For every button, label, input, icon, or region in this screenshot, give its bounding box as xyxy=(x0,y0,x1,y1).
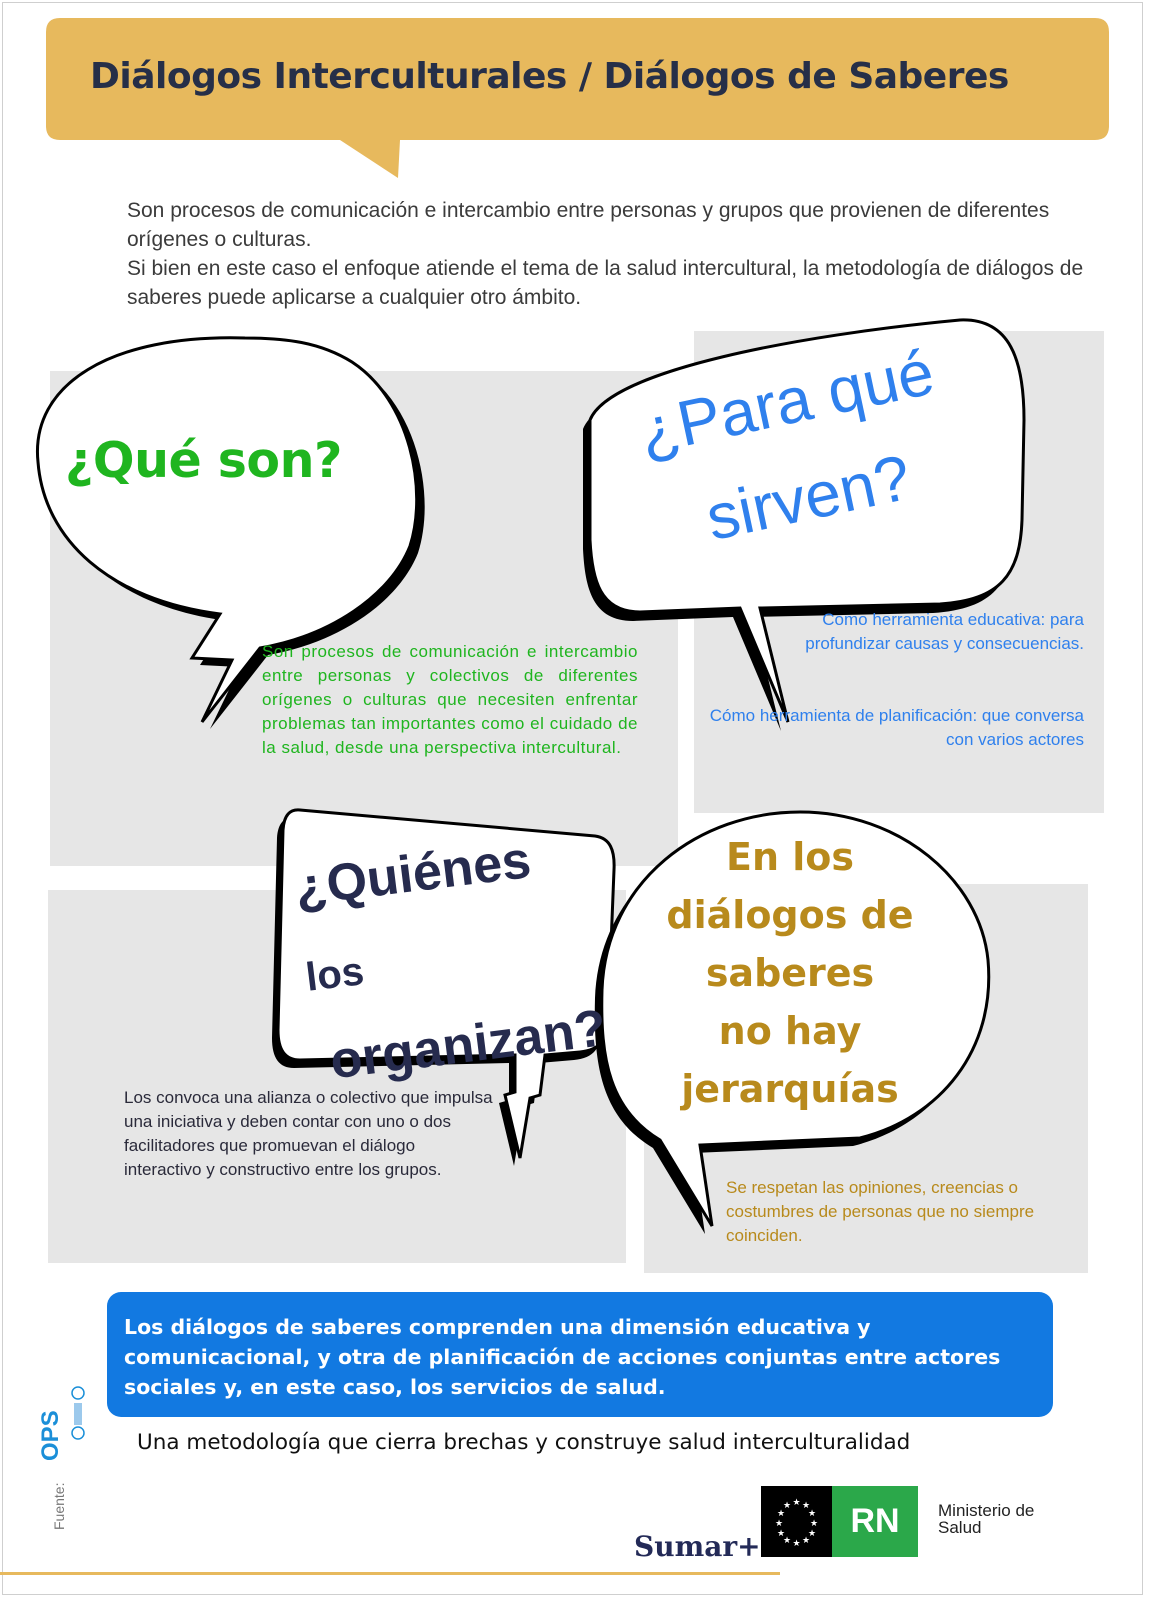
question-quienes-line-2: organizan? xyxy=(327,999,610,1091)
description-para-que-educativa: Como herramienta educativa: para profundizar causas y consecuencias. xyxy=(805,610,1084,653)
question-quienes-part-2: los xyxy=(303,949,367,1000)
svg-text:★: ★ xyxy=(782,1536,792,1546)
svg-text:★: ★ xyxy=(807,1529,817,1539)
ops-logo xyxy=(37,1375,92,1465)
description-para-que-planificacion: Cómo herramienta de planificación: que conversa con varios actores xyxy=(709,706,1084,749)
svg-text:★: ★ xyxy=(809,1519,819,1529)
question-quienes-part-1: ¿Quiénes xyxy=(291,831,534,918)
svg-text:★: ★ xyxy=(807,1509,817,1519)
statement-jerarquias xyxy=(640,828,940,1118)
sumar-logo: Sumar+ xyxy=(634,1530,761,1563)
svg-text:★: ★ xyxy=(801,1501,811,1511)
question-para-que-line-2: sirven? xyxy=(700,440,917,555)
summary-box xyxy=(107,1292,1053,1417)
svg-text:★: ★ xyxy=(776,1529,786,1539)
svg-text:★: ★ xyxy=(801,1536,811,1546)
statement-jerarquias-line-3: saberes xyxy=(705,951,875,995)
statement-jerarquias-line-1: En los xyxy=(726,835,854,879)
intro-paragraph-2: Si bien en este caso el enfoque atiende el tema de la salud intercultural, la metodología de diálogos de saberes puede aplicarse a cualquier otro ámbito. xyxy=(127,257,1084,309)
fuente-label: Fuente: xyxy=(51,1482,67,1530)
page-title: Diálogos Interculturales / Diálogos de Saberes xyxy=(90,56,1009,97)
question-quienes xyxy=(290,809,620,1106)
intro-paragraph-1: Son procesos de comunicación e intercambio entre personas y grupos que provienen de diferentes orígenes o culturas. xyxy=(127,199,1050,251)
ministerio-logo-text: Ministerio de Salud xyxy=(938,1501,1035,1537)
ops-logo-text: OPS xyxy=(37,1410,64,1461)
question-que-son: ¿Qué son? xyxy=(65,432,342,489)
bottom-accent-line xyxy=(0,1572,780,1575)
slogan: Una metodología que cierra brechas y construye salud interculturalidad xyxy=(137,1430,911,1455)
svg-text:★: ★ xyxy=(774,1519,784,1529)
statement-jerarquias-line-5: jerarquías xyxy=(681,1067,899,1111)
svg-text:★: ★ xyxy=(792,1539,801,1549)
description-que-son: Son procesos de comunicación e intercambio entre personas y colectivos de diferentes orígenes o culturas que necesiten enfrentar problemas tan importantes como el cuidado de la salud, desde una perspectiva intercultural. xyxy=(262,642,638,757)
flag-emblem xyxy=(761,1486,832,1557)
svg-text:★: ★ xyxy=(792,1498,801,1508)
summary-text: Los diálogos de saberes comprenden una dimensión educativa y comunicacional, y otra de planificación de acciones conjuntas entre actores sociales y, en este caso, los servicios de salud. xyxy=(124,1315,1001,1399)
description-quienes: Los convoca una alianza o colectivo que impulsa una iniciativa y deben contar con uno o dos facilitadores que promuevan el diálogo interactivo y constructivo entre los grupos. xyxy=(124,1088,493,1179)
svg-text:★: ★ xyxy=(782,1501,792,1511)
rn-logo: RN xyxy=(832,1486,918,1557)
stars-icon xyxy=(761,1486,832,1557)
question-para-que-line-1: ¿Para qué xyxy=(632,335,940,469)
svg-text:★: ★ xyxy=(776,1509,786,1519)
statement-jerarquias-line-4: no hay xyxy=(718,1009,862,1053)
description-jerarquias: Se respetan las opiniones, creencias o costumbres de personas que no siempre coinciden. xyxy=(726,1178,1035,1245)
statement-jerarquias-line-2: diálogos de xyxy=(666,893,914,937)
